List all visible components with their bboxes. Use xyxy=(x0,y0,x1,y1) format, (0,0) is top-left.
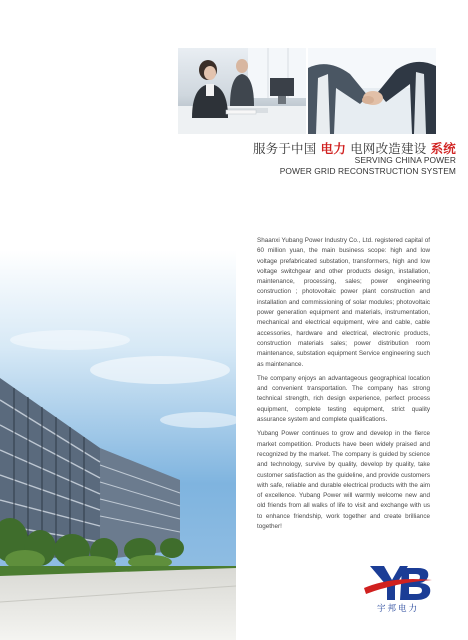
office-workers-photo xyxy=(178,48,306,134)
header-photos xyxy=(178,48,436,134)
title-english-line1: SERVING CHINA POWER xyxy=(354,155,456,165)
title-accent-system: 系统 xyxy=(430,141,456,156)
yb-logo-mark xyxy=(362,562,434,604)
paragraph-2: The company enjoys an advantageous geographical location and convenient transportation. The company has strong technical strength, rich design experience, perfect process equipment, complete testing equipment, strict quality assurance system and complete qualifications. xyxy=(257,374,430,424)
title-accent-power: 电力 xyxy=(320,141,347,156)
logo-chinese-name: 宇邦电力 xyxy=(376,604,419,614)
company-building-photo xyxy=(0,250,236,640)
paragraph-3: Yubang Power continues to grow and develop in the fierce market competition. Products have been widely praised and recognized by the market. The company is guided by science and technology, survive by quality, develop by quality, take customer satisfaction as the guideline, and provide customers with safe, reliable and durable electrical products with the aim of excellence. Yubang Power will warmly welcome new and old friends from all walks of life to visit and exchange with us to enhance friendship, work together and create brilliance together! xyxy=(257,430,430,531)
paragraph-1: Shaanxi Yubang Power Industry Co., Ltd. registered capital of 60 million yuan, the main business scope: high and low voltage prefabricated substation, transformers, high and low voltage switchgear and other products design, installation, maintenance, processing, sales; power engineering construction ; photovoltaic power plant construction and installation and commissioning of solar modules; photovoltaic power generation equipment and materials, instrumentation, mechanical and electrical equipment, wire and cable, cable accessories, hardware and electrical, electronic products, construction materials sales; power distribution room maintenance, substation equipment Service engineering such as maintenance. xyxy=(257,237,430,368)
title-english xyxy=(280,155,456,176)
company-description xyxy=(257,236,430,536)
yubang-logo xyxy=(362,562,434,618)
title-chinese: 服务于中国 电力 电网改造建设 系统 xyxy=(252,141,456,156)
handshake-photo xyxy=(308,48,436,134)
title-english-line2: POWER GRID RECONSTRUCTION SYSTEM xyxy=(279,165,456,176)
